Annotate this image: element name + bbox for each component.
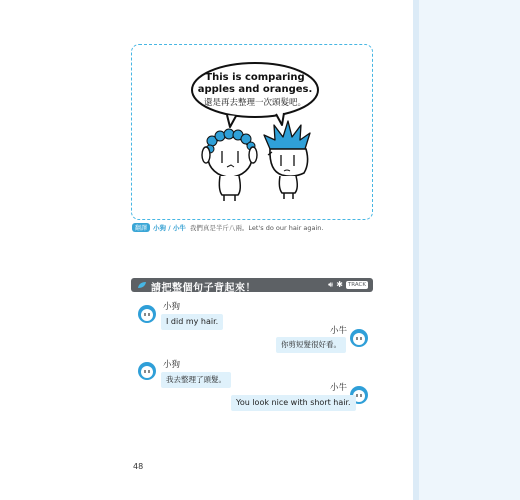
translation-tag: 翻譯 <box>132 223 150 232</box>
puppy-avatar <box>138 362 156 380</box>
speaker-name: 小狗 <box>163 360 181 370</box>
dialogue-bubble: You look nice with short hair. <box>231 395 356 411</box>
section-title: 請把整個句子背起來！ <box>151 283 256 294</box>
comic-frame <box>131 44 373 220</box>
track-badge[interactable]: TRACK <box>347 282 366 288</box>
dialogue-bubble: 我去整理了頭髮。 <box>161 372 231 388</box>
speech-bubble <box>194 64 316 116</box>
comic-caption <box>132 223 323 232</box>
page-number: 48 <box>133 462 144 471</box>
dialogue-bubble: I did my hair. <box>161 314 223 330</box>
puppy-character <box>202 129 257 201</box>
bubble-english-line-1: This is comparing <box>205 72 305 83</box>
leaf-icon <box>137 281 147 289</box>
speaker-icon[interactable]: 🔊︎ <box>328 280 334 289</box>
calf-character <box>264 121 310 199</box>
speaker-name: 小狗 <box>163 302 181 312</box>
bubble-chinese-line: 還是再去整理一次頭髮吧。 <box>203 98 306 108</box>
section-header-bar <box>131 278 373 292</box>
speaker-name: 小牛 <box>330 383 348 393</box>
dialogue-bubble: 你剪短髮很好看。 <box>276 337 346 353</box>
puppy-avatar <box>138 305 156 323</box>
caption-text: 我們真是半斤八兩。Let's do our hair again. <box>189 224 324 232</box>
bluetooth-icon[interactable]: ✱ <box>336 280 343 289</box>
calf-avatar <box>350 329 368 347</box>
right-margin-strip <box>413 0 520 500</box>
speaker-name: 小牛 <box>330 326 348 336</box>
caption-speakers: 小狗 / 小牛 <box>153 224 186 232</box>
bubble-english-line-2: apples and oranges. <box>197 84 313 95</box>
